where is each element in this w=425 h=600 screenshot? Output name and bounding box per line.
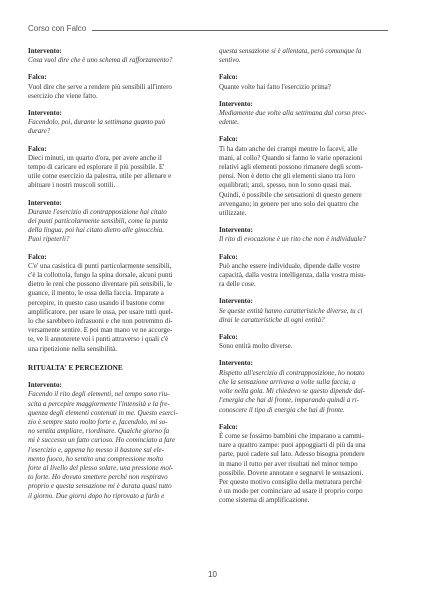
dialogue-text: questa sensazione si è allentata, però comunque la sentivo. [219, 47, 362, 65]
left-column [28, 47, 200, 509]
dialogue-text: Il rito di evocazione è un rito che non è individuale? [219, 235, 366, 244]
speaker-label: Intervento: [219, 99, 253, 108]
dialogue-text: C'e' una casistica di punti particolarmente sensibili, c'è la collottola, fungo la spina dorsale, alcuni punti dietro le reni che possono diventare più sensibili, le guance, il mento, le ossa della faccia. Imparate a percepire, in questo caso usando il bastone come amplificatore, per usare le ossa, per usare tutti quel- lo che sarebbero infrasuoni e che non potremmo di- versamente sentire. E poi man mano ve ne accorge- te, ve li annoterete voi i punti attraverso i quali c'è una ripetizione nella sensibilità. [28, 261, 173, 353]
section-heading: RITUALTA' E PERCEZIONE [28, 363, 123, 372]
speaker-label: Falco: [219, 135, 238, 144]
speaker-label: Intervento: [219, 297, 253, 306]
dialogue-text: Sono entità molto diverse. [219, 342, 293, 351]
dialogue-text: Cosa vuol dire che è uno schema di rafforzamento? [28, 56, 173, 65]
dialogue-block [219, 333, 391, 351]
dialogue-block [28, 145, 200, 191]
dialogue-block [219, 135, 391, 218]
dialogue-block [219, 253, 391, 290]
dialogue-text: Ti ha dato anche dei crampi mentre lo facevi, alle mani, al collo? Quando si fanno le varie operazioni relativi agli elementi possono rimanere degli scom- pensi. Non è detto che gli elementi siano tra loro equilibrati; anzi, spesso, non lo sono quasi mai. Quindi, è possibile che sensazioni di questo genere avvengano; in genere per uno solo dei quattro che utilizzate. [219, 144, 363, 218]
dialogue-text: Quante volte hai fatto l'esercizio prima? [219, 82, 331, 91]
header-rule [92, 29, 388, 31]
dialogue-block [219, 226, 391, 244]
dialogue-block [219, 73, 391, 91]
dialogue-block [28, 253, 200, 354]
header-title: Corso con Falco [28, 24, 87, 33]
dialogue-text: Facendolo, poi, durante la settimana quanto può durare? [28, 118, 166, 136]
dialogue-block [28, 109, 200, 137]
running-header [28, 24, 388, 33]
speaker-label: Intervento: [28, 198, 62, 207]
right-column [219, 47, 391, 514]
dialogue-text: È come se fossimo bambini che imparano a cammi- nare a quattro zampe: puoi appoggiarti di più da una parte, puoi cadere sul lato. Adesso bisogna prendere in mano il tutto per aver risultati nel minor tempo possibile. Dovete annotare e segnarvi le sensazioni. Per questo motivo consiglio della metratura perché è un modo per cominciare ad usare il proprio corpo come sistema di amplificazione. [219, 431, 366, 505]
dialogue-text: Dieci minuti, un quarto d'ora, per avere anche il tempo di caricare ed esplorare il più possibile. E' utile come esercizio da palestra, utile per allenare e abituare i nostri muscoli sottili. [28, 153, 172, 190]
dialogue-text: Facendo il rito degli elementi, nel tempo sono riu- scita a percepire maggiormente l'intensità e la fre- quenza degli elementi contenuti in me. Questo eserci- zio è sempre stato molto forte e, facendolo, mi so- no sentita ampliare, riordinare. Qualche giorno fa mi è successo un fatto curioso. Ho cominciato a fare l'esercizio e, appena ho messo il bastone sul ele- mento fuoco, ho sentito una compressione molto forte al livello del plesso solare, una pressione mol- to forte. Ho dovuto smettere perché non respiravo proprio e questa sensazione mi è durata quasi tutto il giorno. Due giorni dopo ho riprovato a farlo e [28, 390, 178, 500]
dialogue-block [28, 381, 200, 501]
dialogue-block [28, 199, 200, 245]
dialogue-block [28, 47, 200, 65]
speaker-label: Intervento: [219, 226, 253, 235]
dialogue-text: Se queste entità hanno caratteristiche diverse, tu ci dirai le caratteristiche di ogni entità? [219, 306, 363, 324]
speaker-label: Intervento: [28, 109, 62, 118]
dialogue-block [219, 47, 391, 65]
dialogue-text: Rispetto all'esercizio di contrapposizione, ho notato che la sensazione arrivava a volte sulla faccia, a volte nella gola. Mi chiedevo se questo dipende dal- l'energia che hai di fronte, imparando quindi a ri- conoscere il tipo di energia che hai di fronte. [219, 368, 365, 414]
dialogue-text: Mediamente due volte alla settimana dal corso prec- edente. [219, 109, 367, 127]
speaker-label: Intervento: [28, 381, 62, 390]
speaker-label: Intervento: [219, 359, 253, 368]
dialogue-block [219, 100, 391, 128]
speaker-label: Intervento: [28, 47, 62, 55]
dialogue-text: Può anche essere individuale, dipende dalle vostre capacità, dalla vostra intelligenza, dalla vostra misu- ra delle cose. [219, 261, 366, 289]
dialogue-block [219, 297, 391, 325]
speaker-label: Falco: [219, 333, 238, 342]
speaker-label: Falco: [219, 422, 238, 431]
speaker-label: Falco: [28, 73, 47, 82]
dialogue-text: Durante l'esercizio di contrapposizione hai citato dei punti particolarmente sensibili, come la punta della lingua, poi hai citato dietro alle ginocchia. Puoi ripeterli? [28, 207, 168, 244]
speaker-label: Falco: [219, 252, 238, 261]
speaker-label: Falco: [28, 144, 47, 153]
dialogue-block [219, 423, 391, 506]
dialogue-block [28, 73, 200, 101]
dialogue-block [219, 359, 391, 414]
speaker-label: Falco: [28, 252, 47, 261]
speaker-label: Falco: [219, 73, 238, 82]
dialogue-text: Vuol dire che serve a rendere più sensibili all'intero esercizio che viene fatto. [28, 82, 172, 100]
page-number: 10 [208, 570, 217, 579]
